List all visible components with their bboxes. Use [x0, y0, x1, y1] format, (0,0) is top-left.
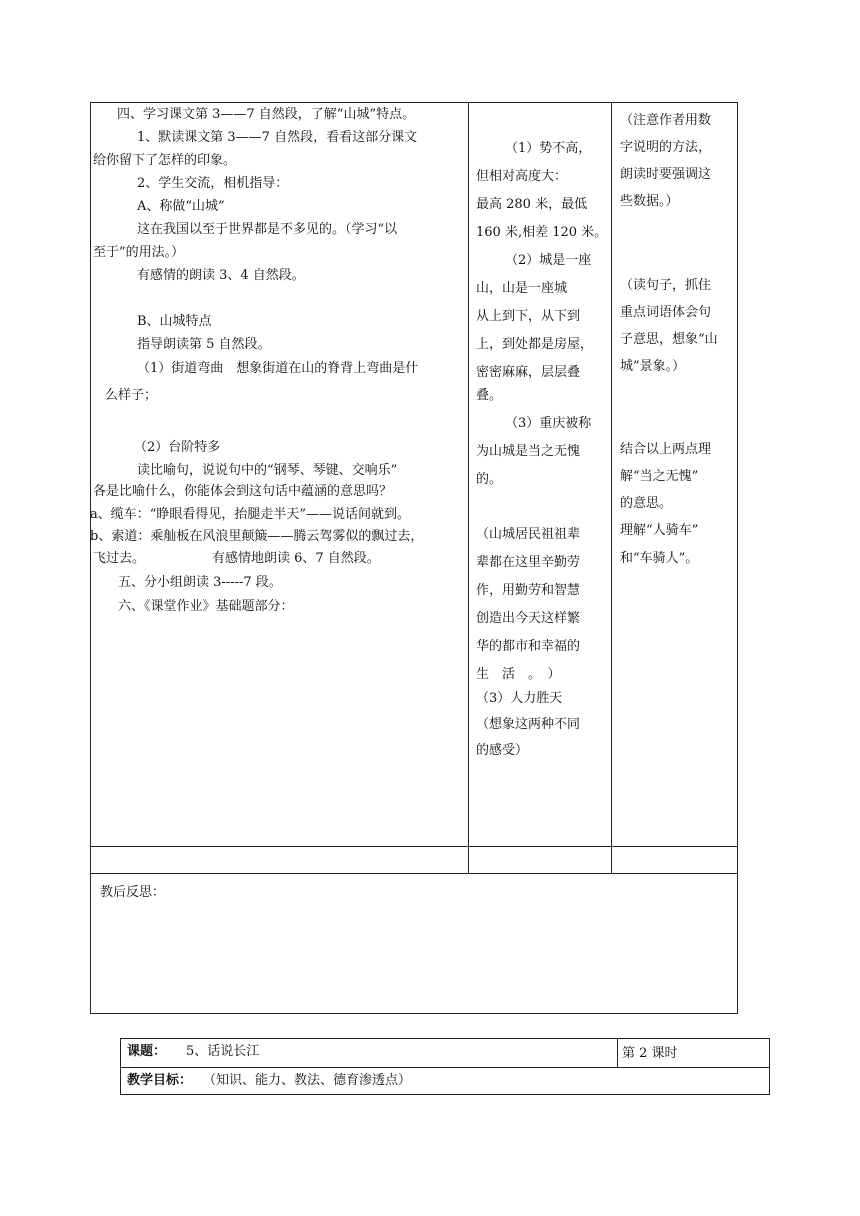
step-line: 么样子； [105, 388, 158, 403]
reflection-label: 教后反思： [100, 885, 166, 900]
step-line: 飞过去。 [93, 551, 146, 566]
note-line: 辈都在这里辛勤劳 [476, 555, 581, 570]
note-line: 的。 [476, 472, 503, 487]
intent-line: 理解“人骑车” [620, 523, 699, 538]
step-line: （1）街道弯曲 想象街道在山的脊背上弯曲是什 [137, 361, 419, 376]
step-line: a、缆车：“睁眼看得见，抬腿走半天”——说话间就到。 [90, 507, 411, 522]
intent-line: 结合以上两点理 [620, 442, 712, 457]
step-line: 这在我国以至于世界都是不多见的。（学习“以 [137, 222, 398, 237]
intent-line: 些数据。） [620, 194, 679, 209]
intent-line: （注意作者用数 [620, 113, 712, 128]
step-line: 指导朗读第 5 自然段。 [137, 337, 271, 352]
note-line: （3）重庆被称 [505, 416, 592, 431]
step-line: 有感情的朗读 3、4 自然段。 [137, 268, 305, 283]
header-column-divider [617, 1038, 618, 1067]
table-row-divider [90, 873, 738, 874]
note-line: 的感受） [476, 743, 529, 758]
note-line: 叠。 [476, 388, 503, 403]
topic-value: 5、话说长江 [186, 1044, 260, 1059]
step-line: 读比喻句，说说句中的“钢琴、琴键、交响乐” [137, 463, 398, 478]
table-row-divider [90, 846, 738, 847]
topic-label: 课题： [127, 1044, 167, 1059]
note-line: 山，山是一座城 [476, 281, 568, 296]
lesson-period: 第 2 课时 [622, 1046, 678, 1061]
note-line: 密密麻麻，层层叠 [476, 365, 581, 380]
intent-line: 的意思。 [620, 496, 673, 511]
column-divider [468, 102, 469, 873]
goal-value: （知识、能力、教法、德育渗透点） [203, 1073, 412, 1088]
step-line: B、山城特点 [137, 314, 212, 329]
goal-label: 教学目标： [127, 1073, 193, 1088]
note-line: （1）势不高， [505, 141, 592, 156]
step-line: 给你留下了怎样的印象。 [93, 153, 237, 168]
table-border-left [90, 102, 91, 1014]
step-line: 有感情地朗读 6、7 自然段。 [212, 551, 380, 566]
note-line: 上，到处都是房屋， [476, 337, 594, 352]
step-line: 四、学习课文第 3——7 自然段，了解“山城”特点。 [117, 107, 416, 122]
step-line: 1、默读课文第 3——7 自然段，看看这部分课文 [137, 130, 418, 145]
intent-line: 字说明的方法， [620, 140, 712, 155]
step-line: 六、《课堂作业》基础题部分： [118, 599, 294, 614]
note-line: （想象这两种不同 [476, 717, 581, 732]
intent-line: 城”景象。） [620, 359, 686, 374]
table-border-bottom [90, 1013, 738, 1014]
step-line: 至于”的用法。） [93, 245, 185, 260]
header-border-top [120, 1038, 770, 1039]
note-line: 生 活 。 ） [476, 667, 561, 682]
intent-line: 解“当之无愧” [620, 469, 699, 484]
step-line: 2、学生交流，相机指导： [137, 176, 289, 191]
intent-line: 重点词语体会句 [620, 305, 712, 320]
intent-line: （读句子，抓住 [620, 278, 712, 293]
header-row-divider [120, 1067, 770, 1068]
step-line: A、称做“山城” [137, 199, 225, 214]
table-border-right [737, 102, 738, 1014]
note-line: 创造出今天这样繁 [476, 611, 581, 626]
intent-line: 和“车骑人”。 [620, 551, 699, 566]
step-line: 五、分小组朗读 3-----7 段。 [118, 575, 282, 590]
note-line: （2）城是一座 [505, 253, 592, 268]
step-line: 各是比喻什么，你能体会到这句话中蕴涵的意思吗？ [93, 484, 393, 499]
note-line: 160 米,相差 120 米。 [476, 225, 608, 240]
step-line: （2）台阶特多 [134, 440, 221, 455]
note-line: 最高 280 米，最低 [476, 197, 588, 212]
note-line: 从上到下，从下到 [476, 309, 581, 324]
note-line: 华的都市和幸福的 [476, 639, 581, 654]
note-line: 为山城是当之无愧 [476, 444, 581, 459]
intent-line: 子意思，想象“山 [620, 332, 718, 347]
column-divider [611, 102, 612, 873]
note-line: 作，用勤劳和智慧 [476, 583, 581, 598]
table-border-top [90, 102, 738, 103]
header-border-left [120, 1038, 121, 1095]
header-border-right [769, 1038, 770, 1095]
note-line: （山城居民祖祖辈 [476, 527, 581, 542]
note-line: 但相对高度大： [476, 169, 568, 184]
intent-line: 朗读时要强调这 [620, 167, 712, 182]
note-line: （3）人力胜天 [476, 691, 563, 706]
header-border-bottom [120, 1094, 770, 1095]
step-line: b、索道：乘舢板在风浪里颠簸——腾云驾雾似的飘过去， [90, 529, 424, 544]
